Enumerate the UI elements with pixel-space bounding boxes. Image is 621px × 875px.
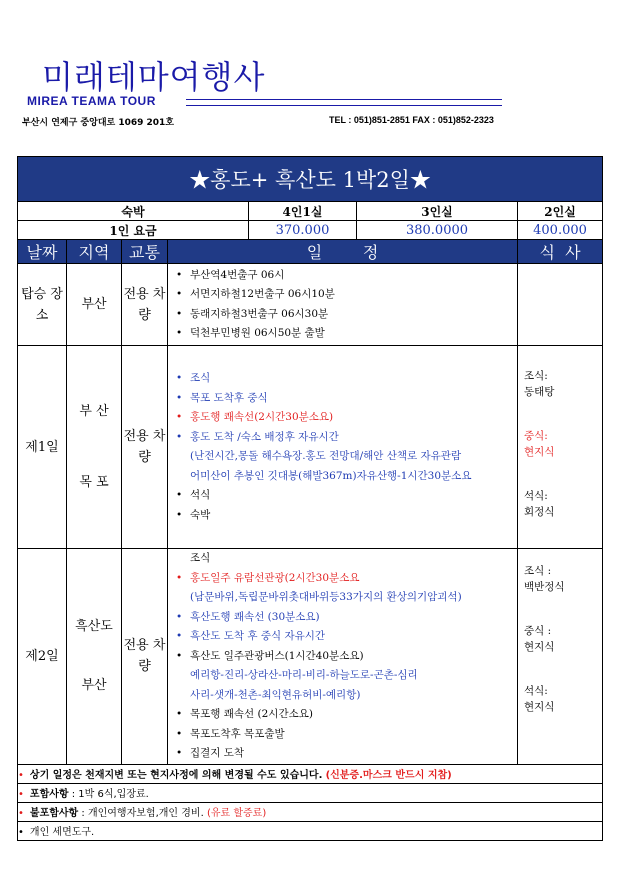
note-text: 개인 세면도구. [29,827,95,838]
meal-label: 중식: [524,430,548,442]
schedule-row-day1 [18,346,603,549]
company-logo-title: 미래테마여행사 [42,58,266,96]
schedule-item: • 목포 도착후 중식 [176,389,517,409]
row-date [18,264,67,346]
row-transport: 전용 차량 [122,264,168,346]
note-label: 불포함사항 [29,808,79,819]
pricing-value-row [18,221,603,240]
schedule-item: • 흑산도 도착 후 중식 자유시간 [176,627,517,647]
schedule-item: • 홍도행 쾌속선(2시간30분소요) [176,408,517,428]
header-date: 날짜 [18,240,67,264]
schedule-header-row [18,240,603,264]
row-region [67,549,122,765]
pricing-header-row [18,202,603,221]
note [18,783,603,802]
schedule-item: 사리-샛개-천촌-최익현유허비-예리항) [190,688,361,701]
meal-value: 회정식 [524,506,555,518]
row-region [67,346,122,549]
row-transport: 전용 차량 [122,346,168,549]
schedule-item: • 목포도착후 목포출발 [176,725,517,745]
schedule-item: • 덕천부민병원 06시50분 출발 [176,324,517,344]
note-row [18,802,603,821]
meal-value: 백반정식 [524,581,565,593]
header-transport: 교통 [122,240,168,264]
note-bullet: • [18,808,24,819]
row-schedule [168,346,518,549]
region-bottom: 목 포 [79,475,109,490]
schedule-row-boarding [18,264,603,346]
price-value: 370.000 [249,221,357,240]
schedule-item: (남문바위,독립문바위촛대바위등33가지의 환상의기암괴석) [190,591,462,603]
schedule-list [168,266,517,344]
schedule-item: • 서면지하철12번출구 06시10분 [176,285,517,305]
schedule-item: 예리항-진리-상라산-마리-비리-하늘도로-곤촌-심리 [190,669,418,681]
schedule-item: (난전시간,몽돌 해수욕장.홍도 전망대/해안 산책로 자유관람 [190,450,462,462]
schedule-item: • 부산역4번출구 06시 [176,266,517,286]
row-schedule [168,549,518,765]
region-top: 부 산 [79,404,109,419]
pricing-col: 2인실 [518,202,603,221]
note-row [18,783,603,802]
meal-label: 석식: [524,490,548,502]
company-contact: TEL : 051)851-2851 FAX : 051)852-2323 [329,115,494,125]
region-top: 흑산도 [75,619,113,635]
schedule-item: • 석식 [176,486,517,506]
meal-value: 현지식 [524,446,555,458]
row-transport: 전용 차량 [122,549,168,765]
row-date: 제2일 [18,549,67,765]
schedule-item: • 동래지하철3번출구 06시30분 [176,305,517,325]
schedule-item: • 홍도 도착 /숙소 배정후 자유시간 [176,428,517,448]
meal-value: 현지식 [524,701,555,713]
tour-title: ★홍도+ 흑산도 1박2일★ [18,157,603,202]
meal-value: 현지식 [524,641,555,653]
schedule-item: • 홍도일주 유람선관광(2시간30분소요 [176,569,517,589]
pricing-header-label: 숙박 [18,202,249,221]
meal-value: 동태탕 [524,386,555,398]
note-bullet: • [18,789,24,800]
header-region: 지역 [67,240,122,264]
note-bullet: • [18,827,24,838]
pricing-col: 4인1실 [249,202,357,221]
row-date: 제1일 [18,346,67,549]
meal-label: 조식 : [524,565,552,577]
meal-label: 중식 : [524,625,552,637]
header-meals: 식 사 [518,240,603,264]
row-region: 부산 [67,264,122,346]
meal-label: 조식: [524,370,548,382]
schedule-row-day2 [18,549,603,765]
schedule-item: • 집결지 도착 [176,744,517,764]
region-bottom: 부산 [81,678,107,694]
note-highlight: (신분증.마스크 반드시 지참) [325,770,452,781]
note [18,802,603,821]
note-row [18,764,603,783]
note-text: : 개인여행자보험,개인 경비. [78,808,204,819]
note [18,764,603,783]
row-meals [518,549,603,765]
note-bullet: • [18,770,24,781]
itinerary-table [17,156,603,841]
note-highlight: (유료 할증료) [206,808,267,819]
row-date-text: 탑승 장소 [21,286,63,323]
note-text: : 1박 6식,입장료. [68,789,149,800]
schedule-item: • 흑산도행 쾌속선 (30분소요) [176,608,517,628]
header-schedule: 일 정 [168,240,518,264]
schedule-item: • 숙박 [176,506,517,526]
note-row [18,821,603,840]
price-value: 380.0000 [357,221,518,240]
company-address: 부산시 연제구 중앙대로 1069 201호 [22,118,175,128]
row-meals [518,346,603,549]
pricing-row-label: 1인 요금 [18,221,249,240]
schedule-item: • 조식 [176,369,517,389]
company-logo-subtitle: MIREA TEAMA TOUR [27,94,156,108]
schedule-item: • 흑산도 일주관광버스(1시간40분소요) [176,647,517,667]
schedule-item: • 목포행 쾌속선 (2시간소요) [176,705,517,725]
row-schedule [168,264,518,346]
row-meals [518,264,603,346]
schedule-list [168,549,517,764]
note-label: 포함사항 [29,789,69,800]
schedule-item: 어미산이 추봉인 깃대봉(해발367m)자유산행-1시간30분소요 [190,469,472,482]
logo-divider [186,99,502,106]
schedule-item: 조식 [190,552,211,564]
meal-label: 석식: [524,685,548,697]
price-value: 400.000 [518,221,603,240]
note-text: 상기 일정은 천재지변 또는 현지사정에 의해 변경될 수도 있습니다. [29,770,323,781]
schedule-list [168,369,517,525]
note [18,821,603,840]
pricing-col: 3인실 [357,202,518,221]
